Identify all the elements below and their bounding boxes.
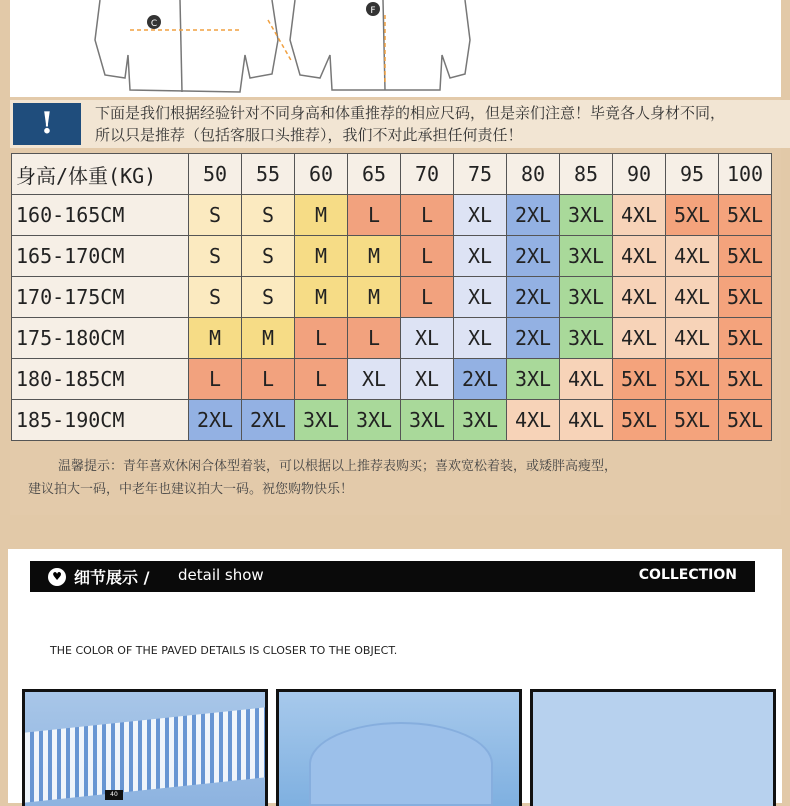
detail-subtitle: detail show <box>178 566 264 584</box>
collection-label: COLLECTION <box>638 567 737 583</box>
size-cell: 5XL <box>666 195 719 236</box>
size-cell: S <box>189 236 242 277</box>
size-cell: 3XL <box>560 318 613 359</box>
size-cell: XL <box>401 359 454 400</box>
disclaimer-text <box>95 102 790 146</box>
size-cell: M <box>295 236 348 277</box>
size-cell: M <box>348 236 401 277</box>
table-row <box>12 195 772 236</box>
table-header-label: 身高/体重(KG) <box>12 154 189 195</box>
size-cell: XL <box>454 318 507 359</box>
size-cell: L <box>242 359 295 400</box>
size-cell: 3XL <box>295 400 348 441</box>
tip-line-1: 温馨提示：青年喜欢休闲合体型着装，可以根据以上推荐表购买；喜欢宽松着装，或矮胖高瘦型， <box>58 459 618 474</box>
size-cell: M <box>348 277 401 318</box>
size-cell: 4XL <box>560 359 613 400</box>
size-cell: XL <box>454 195 507 236</box>
size-cell: 2XL <box>507 236 560 277</box>
weight-header: 50 <box>189 154 242 195</box>
size-recommendation-table <box>11 153 772 441</box>
exclamation-icon: ! <box>13 103 81 145</box>
size-cell: 2XL <box>454 359 507 400</box>
size-cell: 5XL <box>719 236 772 277</box>
size-cell: XL <box>348 359 401 400</box>
size-cell: 2XL <box>507 318 560 359</box>
weight-header: 95 <box>666 154 719 195</box>
size-cell: 5XL <box>613 359 666 400</box>
height-label: 170-175CM <box>12 277 189 318</box>
size-cell: 3XL <box>401 400 454 441</box>
size-cell: L <box>401 195 454 236</box>
tip-line-2: 建议拍大一码，中老年也建议拍大一码。祝您购物快乐！ <box>28 482 354 497</box>
height-label: 165-170CM <box>12 236 189 277</box>
size-cell: 2XL <box>189 400 242 441</box>
size-cell: 5XL <box>719 318 772 359</box>
size-cell: XL <box>401 318 454 359</box>
size-cell: L <box>295 359 348 400</box>
table-row <box>12 400 772 441</box>
size-cell: 5XL <box>719 277 772 318</box>
size-cell: 5XL <box>719 359 772 400</box>
weight-header: 100 <box>719 154 772 195</box>
size-cell: 4XL <box>613 318 666 359</box>
heart-icon: ♥ <box>48 568 66 586</box>
size-cell: 4XL <box>613 277 666 318</box>
shirt-illustration <box>10 0 781 97</box>
size-cell: 4XL <box>613 195 666 236</box>
size-cell: 4XL <box>666 318 719 359</box>
size-cell: S <box>242 236 295 277</box>
weight-header: 85 <box>560 154 613 195</box>
weight-header: 80 <box>507 154 560 195</box>
marker-c-label: C <box>150 19 158 29</box>
size-cell: 3XL <box>560 236 613 277</box>
detail-show-header <box>30 561 755 592</box>
size-cell: L <box>401 236 454 277</box>
shirt-measure-diagram <box>10 0 781 97</box>
table-row <box>12 236 772 277</box>
size-cell: XL <box>454 277 507 318</box>
size-cell: 2XL <box>242 400 295 441</box>
size-cell: 4XL <box>666 277 719 318</box>
size-cell: 2XL <box>507 195 560 236</box>
height-label: 185-190CM <box>12 400 189 441</box>
size-cell: 3XL <box>560 277 613 318</box>
size-cell: M <box>189 318 242 359</box>
detail-photo-fabric <box>530 689 776 806</box>
size-cell: M <box>242 318 295 359</box>
height-label: 160-165CM <box>12 195 189 236</box>
detail-title: 细节展示 / <box>74 568 150 587</box>
marker-f-label: F <box>370 6 376 16</box>
weight-header: 60 <box>295 154 348 195</box>
color-note: THE COLOR OF THE PAVED DETAILS IS CLOSER TO THE OBJECT. <box>50 644 398 657</box>
disclaimer-notice <box>10 100 790 148</box>
size-cell: 4XL <box>560 400 613 441</box>
weight-header: 90 <box>613 154 666 195</box>
size-cell: 3XL <box>454 400 507 441</box>
detail-show-panel <box>8 549 782 803</box>
weight-header: 70 <box>401 154 454 195</box>
warm-tip <box>28 455 768 501</box>
size-cell: 3XL <box>560 195 613 236</box>
table-row <box>12 277 772 318</box>
size-cell: S <box>189 195 242 236</box>
size-cell: M <box>295 195 348 236</box>
table-row <box>12 318 772 359</box>
size-cell: 3XL <box>348 400 401 441</box>
size-cell: M <box>295 277 348 318</box>
height-label: 175-180CM <box>12 318 189 359</box>
size-cell: S <box>242 277 295 318</box>
disclaimer-line-1: 下面是我们根据经验针对不同身高和体重推荐的相应尺码，但是亲们注意！毕竟各人身材不同， <box>95 104 726 122</box>
size-cell: 5XL <box>666 359 719 400</box>
size-tag: 40 <box>105 790 123 800</box>
disclaimer-line-2: 所以只是推荐（包括客服口头推荐），我们不对此承担任何责任！ <box>95 126 523 144</box>
size-cell: S <box>242 195 295 236</box>
size-cell: L <box>295 318 348 359</box>
detail-photo-collar <box>276 689 522 806</box>
size-cell: L <box>348 318 401 359</box>
size-cell: 4XL <box>613 236 666 277</box>
table-row <box>12 359 772 400</box>
size-cell: XL <box>454 236 507 277</box>
detail-photo-collar-stripe <box>22 689 268 806</box>
size-cell: 4XL <box>666 236 719 277</box>
weight-header: 55 <box>242 154 295 195</box>
weight-header: 65 <box>348 154 401 195</box>
size-cell: L <box>401 277 454 318</box>
height-label: 180-185CM <box>12 359 189 400</box>
size-cell: L <box>189 359 242 400</box>
size-cell: 5XL <box>666 400 719 441</box>
size-cell: S <box>189 277 242 318</box>
size-cell: 5XL <box>719 400 772 441</box>
size-cell: 4XL <box>507 400 560 441</box>
size-cell: 5XL <box>613 400 666 441</box>
size-cell: 2XL <box>507 277 560 318</box>
size-cell: L <box>348 195 401 236</box>
size-cell: 5XL <box>719 195 772 236</box>
weight-header: 75 <box>454 154 507 195</box>
size-cell: 3XL <box>507 359 560 400</box>
